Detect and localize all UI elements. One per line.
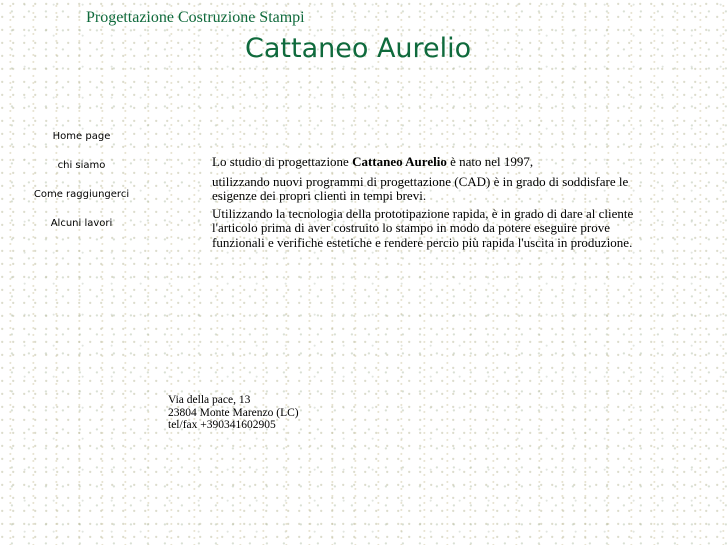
address-city: 23804 Monte Marenzo (LC) bbox=[168, 406, 299, 419]
site-tagline: Progettazione Costruzione Stampi bbox=[86, 9, 305, 26]
nav-item-home[interactable]: Home page bbox=[52, 131, 111, 142]
intro-line-1-start: Lo studio di progettazione bbox=[212, 154, 353, 169]
nav-item-chi-siamo[interactable]: chi siamo bbox=[57, 160, 106, 171]
intro-line-2: utilizzando nuovi programmi di progettazione (CAD) è in grado di soddisfare le esigenze dei propri clienti in tempi brevi. bbox=[212, 173, 629, 203]
nav-menu bbox=[0, 130, 163, 246]
intro-paragraph-2: Utilizzando la tecnologia della prototipazione rapida, è in grado di dare al cliente l'articolo prima di aver costruito lo stampo in modo da potere eseguire prove funzionali e verifiche estetiche e rendere percio più rapida l'uscita in produzione. bbox=[212, 205, 634, 250]
address-block bbox=[168, 394, 299, 432]
address-phone: tel/fax +390341602905 bbox=[168, 419, 276, 431]
intro-text bbox=[212, 155, 642, 250]
nav-item-come-raggiungerci[interactable]: Come raggiungerci bbox=[33, 189, 130, 200]
address-street: Via della pace, 13 bbox=[168, 394, 251, 406]
site-title: Cattaneo Aurelio bbox=[245, 33, 472, 64]
intro-line-1-end: è nato nel 1997, bbox=[446, 154, 534, 169]
studio-name: Cattaneo Aurelio bbox=[352, 154, 447, 169]
intro-line-1 bbox=[212, 155, 642, 170]
nav-item-alcuni-lavori[interactable]: Alcuni lavori bbox=[50, 218, 113, 229]
